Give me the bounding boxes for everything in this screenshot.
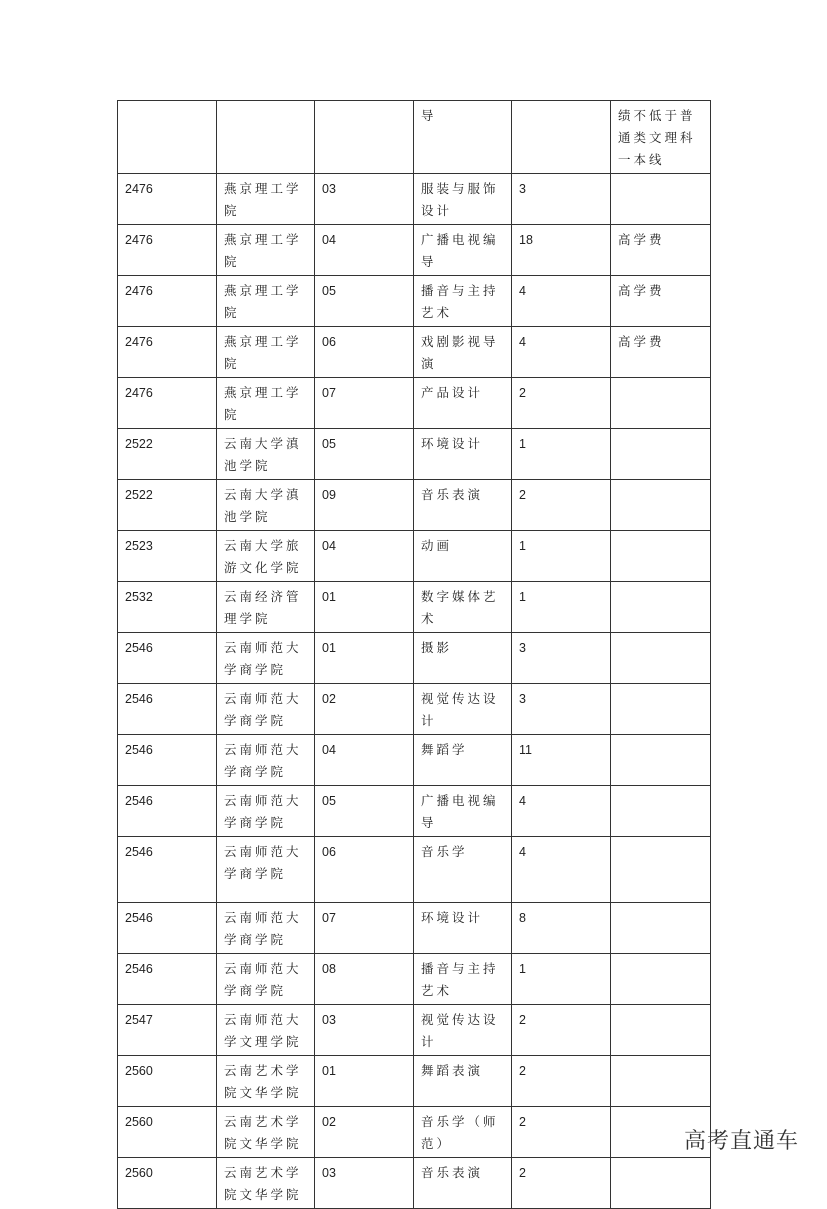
code-cell: 2476 [118,378,217,429]
code-cell: 2476 [118,276,217,327]
table-row [118,480,711,531]
code-cell: 2560 [118,1107,217,1158]
code-cell: 2476 [118,327,217,378]
major-cell: 广播电视编导 [414,786,512,837]
count-cell: 8 [512,903,611,954]
school-cell: 燕京理工学院 [217,276,315,327]
school-cell: 云南师范大学商学院 [217,633,315,684]
major-cell: 音乐表演 [414,480,512,531]
note-cell [611,582,711,633]
count-cell: 3 [512,684,611,735]
note-cell [611,531,711,582]
count-cell: 1 [512,582,611,633]
table-row [118,1107,711,1158]
major-cell: 音乐表演 [414,1158,512,1209]
count-cell: 2 [512,1158,611,1209]
watermark-logo: 高考直通车 [683,1129,799,1154]
major-code-cell: 08 [315,954,414,1005]
major-cell: 播音与主持艺术 [414,954,512,1005]
major-cell: 环境设计 [414,903,512,954]
table-row [118,582,711,633]
major-code-cell: 05 [315,276,414,327]
count-cell: 1 [512,429,611,480]
major-cell: 视觉传达设计 [414,684,512,735]
school-cell: 云南师范大学商学院 [217,837,315,903]
table-row [118,1005,711,1056]
count-cell: 3 [512,174,611,225]
note-cell: 高学费 [611,225,711,276]
count-cell: 2 [512,1107,611,1158]
school-cell: 云南师范大学文理学院 [217,1005,315,1056]
school-cell: 云南师范大学商学院 [217,786,315,837]
count-cell: 2 [512,480,611,531]
note-cell [611,480,711,531]
major-code-cell: 05 [315,786,414,837]
note-cell [611,378,711,429]
school-cell: 燕京理工学院 [217,378,315,429]
school-cell: 云南艺术学院文华学院 [217,1056,315,1107]
table-row [118,903,711,954]
school-cell: 云南经济管理学院 [217,582,315,633]
code-cell [118,101,217,174]
count-cell: 3 [512,633,611,684]
major-code-cell: 02 [315,684,414,735]
major-cell: 摄影 [414,633,512,684]
table-row [118,633,711,684]
code-cell: 2522 [118,480,217,531]
note-cell [611,903,711,954]
major-code-cell: 05 [315,429,414,480]
major-code-cell: 01 [315,582,414,633]
code-cell: 2546 [118,903,217,954]
count-cell: 11 [512,735,611,786]
note-cell [611,1005,711,1056]
major-code-cell: 03 [315,1005,414,1056]
code-cell: 2546 [118,837,217,903]
major-code-cell: 03 [315,1158,414,1209]
count-cell: 18 [512,225,611,276]
school-cell: 燕京理工学院 [217,225,315,276]
major-code-cell [315,101,414,174]
note-cell [611,684,711,735]
table-row [118,225,711,276]
code-cell: 2560 [118,1158,217,1209]
school-cell: 云南师范大学商学院 [217,903,315,954]
code-cell: 2560 [118,1056,217,1107]
major-cell: 播音与主持艺术 [414,276,512,327]
count-cell: 2 [512,378,611,429]
table-row [118,1158,711,1209]
major-code-cell: 04 [315,735,414,786]
school-cell: 云南大学滇池学院 [217,429,315,480]
school-cell: 云南艺术学院文华学院 [217,1158,315,1209]
table-row [118,954,711,1005]
code-cell: 2546 [118,786,217,837]
major-code-cell: 07 [315,378,414,429]
table-row [118,684,711,735]
table-body [118,101,711,1209]
count-cell: 4 [512,786,611,837]
code-cell: 2546 [118,954,217,1005]
count-cell: 1 [512,531,611,582]
table-row [118,735,711,786]
count-cell: 2 [512,1056,611,1107]
code-cell: 2523 [118,531,217,582]
school-cell [217,101,315,174]
school-cell: 云南师范大学商学院 [217,735,315,786]
note-cell [611,786,711,837]
code-cell: 2546 [118,684,217,735]
major-cell: 音乐学（师范） [414,1107,512,1158]
count-cell: 1 [512,954,611,1005]
major-code-cell: 01 [315,633,414,684]
major-code-cell: 02 [315,1107,414,1158]
table-row [118,174,711,225]
major-cell: 舞蹈学 [414,735,512,786]
school-cell: 云南艺术学院文华学院 [217,1107,315,1158]
note-cell [611,837,711,903]
major-code-cell: 01 [315,1056,414,1107]
major-code-cell: 04 [315,531,414,582]
table-row [118,837,711,903]
note-cell [611,1158,711,1209]
code-cell: 2547 [118,1005,217,1056]
table-row [118,429,711,480]
major-code-cell: 07 [315,903,414,954]
note-cell [611,633,711,684]
count-cell: 4 [512,327,611,378]
major-cell: 舞蹈表演 [414,1056,512,1107]
table-row [118,1056,711,1107]
school-cell: 云南大学旅游文化学院 [217,531,315,582]
major-code-cell: 06 [315,327,414,378]
note-cell [611,429,711,480]
code-cell: 2476 [118,225,217,276]
table-row [118,101,711,174]
table-row [118,378,711,429]
major-cell: 数字媒体艺术 [414,582,512,633]
major-cell: 服装与服饰设计 [414,174,512,225]
major-cell: 戏剧影视导演 [414,327,512,378]
admission-table [117,100,711,1209]
major-cell: 广播电视编导 [414,225,512,276]
major-code-cell: 04 [315,225,414,276]
count-cell: 2 [512,1005,611,1056]
school-cell: 云南大学滇池学院 [217,480,315,531]
code-cell: 2522 [118,429,217,480]
table-row [118,327,711,378]
major-cell: 环境设计 [414,429,512,480]
note-cell [611,174,711,225]
code-cell: 2546 [118,633,217,684]
major-code-cell: 09 [315,480,414,531]
note-cell [611,735,711,786]
count-cell [512,101,611,174]
major-cell: 导 [414,101,512,174]
code-cell: 2546 [118,735,217,786]
code-cell: 2476 [118,174,217,225]
major-cell: 视觉传达设计 [414,1005,512,1056]
major-code-cell: 06 [315,837,414,903]
major-cell: 产品设计 [414,378,512,429]
table-row [118,276,711,327]
major-cell: 音乐学 [414,837,512,903]
note-cell: 高学费 [611,327,711,378]
code-cell: 2532 [118,582,217,633]
table-row [118,531,711,582]
note-cell [611,954,711,1005]
school-cell: 燕京理工学院 [217,327,315,378]
major-code-cell: 03 [315,174,414,225]
school-cell: 云南师范大学商学院 [217,954,315,1005]
major-cell: 动画 [414,531,512,582]
count-cell: 4 [512,837,611,903]
note-cell: 高学费 [611,276,711,327]
table-row [118,786,711,837]
school-cell: 云南师范大学商学院 [217,684,315,735]
note-cell [611,1056,711,1107]
count-cell: 4 [512,276,611,327]
school-cell: 燕京理工学院 [217,174,315,225]
note-cell: 绩不低于普通类文理科一本线 [611,101,711,174]
